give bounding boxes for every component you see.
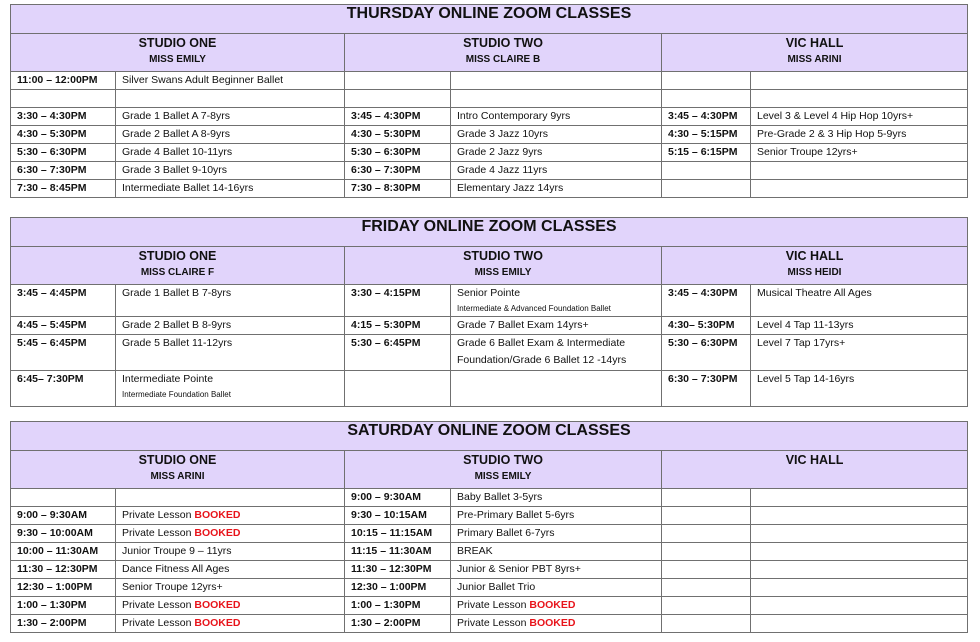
booked-badge: BOOKED	[194, 509, 241, 521]
table-title: THURSDAY ONLINE ZOOM CLASSES	[11, 5, 968, 34]
class-cell: Private Lesson BOOKED	[116, 525, 345, 543]
class-cell: Grade 1 Ballet A 7-8yrs	[116, 108, 345, 126]
class-cell: Musical Theatre All Ages	[751, 285, 968, 317]
time-cell: 12:30 – 1:00PM	[345, 579, 451, 597]
time-cell: 9:00 – 9:30AM	[11, 507, 116, 525]
time-cell: 4:15 – 5:30PM	[345, 317, 451, 335]
table-row	[11, 579, 968, 597]
class-cell: Private Lesson BOOKED	[451, 597, 662, 615]
booked-badge: BOOKED	[529, 617, 576, 629]
table-title: FRIDAY ONLINE ZOOM CLASSES	[11, 218, 968, 247]
time-cell: 11:15 – 11:30AM	[345, 543, 451, 561]
class-cell: Grade 2 Ballet B 8-9yrs	[116, 317, 345, 335]
studio-header: STUDIO ONE MISS EMILY	[11, 34, 345, 72]
class-cell: Pre-Primary Ballet 5-6yrs	[451, 507, 662, 525]
class-cell: Grade 1 Ballet B 7-8yrs	[116, 285, 345, 317]
table-row	[11, 561, 968, 579]
time-cell	[662, 579, 751, 597]
class-cell: Grade 2 Jazz 9yrs	[451, 144, 662, 162]
class-cell: Intermediate Pointe Intermediate Foundation Ballet	[116, 371, 345, 407]
table-row	[11, 90, 968, 108]
time-cell: 9:30 – 10:15AM	[345, 507, 451, 525]
studio-header: VIC HALL	[662, 451, 968, 489]
table-row	[11, 543, 968, 561]
time-cell: 10:00 – 11:30AM	[11, 543, 116, 561]
table-row	[11, 371, 968, 407]
time-cell: 5:30 – 6:45PM	[345, 335, 451, 371]
booked-badge: BOOKED	[529, 599, 576, 611]
class-cell: Grade 3 Ballet 9-10yrs	[116, 162, 345, 180]
class-cell	[751, 180, 968, 198]
time-cell: 1:30 – 2:00PM	[345, 615, 451, 633]
time-cell	[662, 180, 751, 198]
table-row	[11, 162, 968, 180]
class-cell	[751, 72, 968, 90]
class-cell: Grade 4 Ballet 10-11yrs	[116, 144, 345, 162]
class-cell: Private Lesson BOOKED	[116, 597, 345, 615]
time-cell: 4:45 – 5:45PM	[11, 317, 116, 335]
class-cell: Dance Fitness All Ages	[116, 561, 345, 579]
time-cell: 4:30 – 5:30PM	[345, 126, 451, 144]
class-cell: Baby Ballet 3-5yrs	[451, 489, 662, 507]
time-cell: 11:30 – 12:30PM	[11, 561, 116, 579]
time-cell: 9:30 – 10:00AM	[11, 525, 116, 543]
studio-header: STUDIO TWO MISS EMILY	[345, 451, 662, 489]
table-row	[11, 126, 968, 144]
time-cell: 3:30 – 4:15PM	[345, 285, 451, 317]
time-cell: 5:45 – 6:45PM	[11, 335, 116, 371]
time-cell	[662, 561, 751, 579]
table-row	[11, 180, 968, 198]
table-row	[11, 615, 968, 633]
class-cell	[751, 597, 968, 615]
class-cell: Pre-Grade 2 & 3 Hip Hop 5-9yrs	[751, 126, 968, 144]
class-cell	[116, 489, 345, 507]
saturday-schedule-table	[10, 421, 968, 633]
class-cell: Level 4 Tap 11-13yrs	[751, 317, 968, 335]
studio-header: STUDIO ONE MISS CLAIRE F	[11, 247, 345, 285]
class-cell: Intermediate Ballet 14-16yrs	[116, 180, 345, 198]
time-cell: 3:45 – 4:30PM	[662, 108, 751, 126]
class-cell	[751, 525, 968, 543]
time-cell: 6:30 – 7:30PM	[662, 371, 751, 407]
class-cell	[751, 579, 968, 597]
class-cell: Silver Swans Adult Beginner Ballet	[116, 72, 345, 90]
class-cell: Junior & Senior PBT 8yrs+	[451, 561, 662, 579]
time-cell: 3:45 – 4:30PM	[662, 285, 751, 317]
class-cell: BREAK	[451, 543, 662, 561]
table-row	[11, 108, 968, 126]
table-row	[11, 335, 968, 371]
studio-header: STUDIO TWO MISS CLAIRE B	[345, 34, 662, 72]
time-cell	[662, 507, 751, 525]
time-cell: 5:30 – 6:30PM	[345, 144, 451, 162]
time-cell: 3:45 – 4:30PM	[345, 108, 451, 126]
class-cell	[751, 162, 968, 180]
class-cell	[451, 371, 662, 407]
class-cell: Senior Troupe 12yrs+	[116, 579, 345, 597]
time-cell: 1:30 – 2:00PM	[11, 615, 116, 633]
class-cell: Private Lesson BOOKED	[116, 507, 345, 525]
class-cell: Primary Ballet 6-7yrs	[451, 525, 662, 543]
thursday-schedule-table	[10, 4, 968, 198]
time-cell	[345, 72, 451, 90]
time-cell	[662, 615, 751, 633]
studio-header: VIC HALL MISS HEIDI	[662, 247, 968, 285]
time-cell	[11, 90, 116, 108]
time-cell: 11:30 – 12:30PM	[345, 561, 451, 579]
friday-schedule-table	[10, 217, 968, 407]
table-row	[11, 597, 968, 615]
studio-header: VIC HALL MISS ARINI	[662, 34, 968, 72]
time-cell	[662, 489, 751, 507]
booked-badge: BOOKED	[194, 617, 241, 629]
table-title: SATURDAY ONLINE ZOOM CLASSES	[11, 422, 968, 451]
time-cell: 4:30 – 5:30PM	[11, 126, 116, 144]
class-cell	[751, 507, 968, 525]
time-cell	[345, 90, 451, 108]
time-cell	[662, 525, 751, 543]
time-cell: 12:30 – 1:00PM	[11, 579, 116, 597]
time-cell	[662, 72, 751, 90]
table-row	[11, 525, 968, 543]
table-row	[11, 285, 968, 317]
class-cell: Grade 3 Jazz 10yrs	[451, 126, 662, 144]
table-row	[11, 507, 968, 525]
booked-badge: BOOKED	[194, 599, 241, 611]
time-cell: 7:30 – 8:30PM	[345, 180, 451, 198]
class-cell: Grade 4 Jazz 11yrs	[451, 162, 662, 180]
table-row	[11, 144, 968, 162]
class-cell	[451, 90, 662, 108]
class-cell: Private Lesson BOOKED	[451, 615, 662, 633]
table-row	[11, 489, 968, 507]
booked-badge: BOOKED	[194, 527, 241, 539]
class-cell: Grade 7 Ballet Exam 14yrs+	[451, 317, 662, 335]
time-cell: 6:30 – 7:30PM	[345, 162, 451, 180]
time-cell: 11:00 – 12:00PM	[11, 72, 116, 90]
class-cell: Elementary Jazz 14yrs	[451, 180, 662, 198]
time-cell: 6:45– 7:30PM	[11, 371, 116, 407]
time-cell: 4:30 – 5:15PM	[662, 126, 751, 144]
class-cell: Grade 2 Ballet A 8-9yrs	[116, 126, 345, 144]
class-cell: Junior Troupe 9 – 11yrs	[116, 543, 345, 561]
time-cell: 3:30 – 4:30PM	[11, 108, 116, 126]
time-cell: 5:30 – 6:30PM	[662, 335, 751, 371]
class-cell: Senior Troupe 12yrs+	[751, 144, 968, 162]
class-cell: Level 5 Tap 14-16yrs	[751, 371, 968, 407]
table-row	[11, 72, 968, 90]
class-cell: Junior Ballet Trio	[451, 579, 662, 597]
studio-header: STUDIO ONE MISS ARINI	[11, 451, 345, 489]
class-cell	[751, 543, 968, 561]
time-cell	[662, 543, 751, 561]
time-cell: 5:30 – 6:30PM	[11, 144, 116, 162]
time-cell	[662, 162, 751, 180]
class-cell: Private Lesson BOOKED	[116, 615, 345, 633]
class-cell: Grade 5 Ballet 11-12yrs	[116, 335, 345, 371]
time-cell: 5:15 – 6:15PM	[662, 144, 751, 162]
class-cell: Senior Pointe Intermediate & Advanced Foundation Ballet	[451, 285, 662, 317]
table-row	[11, 317, 968, 335]
time-cell	[11, 489, 116, 507]
time-cell	[662, 597, 751, 615]
class-cell: Level 3 & Level 4 Hip Hop 10yrs+	[751, 108, 968, 126]
class-subtitle: Intermediate Foundation Ballet	[122, 390, 231, 399]
time-cell: 7:30 – 8:45PM	[11, 180, 116, 198]
class-cell	[751, 489, 968, 507]
time-cell	[345, 371, 451, 407]
class-cell: Level 7 Tap 17yrs+	[751, 335, 968, 371]
studio-header: STUDIO TWO MISS EMILY	[345, 247, 662, 285]
class-cell	[451, 72, 662, 90]
time-cell: 4:30– 5:30PM	[662, 317, 751, 335]
time-cell: 10:15 – 11:15AM	[345, 525, 451, 543]
time-cell: 3:45 – 4:45PM	[11, 285, 116, 317]
time-cell: 1:00 – 1:30PM	[11, 597, 116, 615]
class-cell	[116, 90, 345, 108]
class-cell: Grade 6 Ballet Exam & Intermediate Foundation/Grade 6 Ballet 12 -14yrs	[451, 335, 662, 371]
class-subtitle: Intermediate & Advanced Foundation Ballet	[457, 304, 611, 313]
class-cell	[751, 561, 968, 579]
time-cell: 9:00 – 9:30AM	[345, 489, 451, 507]
class-cell	[751, 615, 968, 633]
time-cell: 6:30 – 7:30PM	[11, 162, 116, 180]
class-cell: Intro Contemporary 9yrs	[451, 108, 662, 126]
class-cell	[751, 90, 968, 108]
time-cell	[662, 90, 751, 108]
time-cell: 1:00 – 1:30PM	[345, 597, 451, 615]
